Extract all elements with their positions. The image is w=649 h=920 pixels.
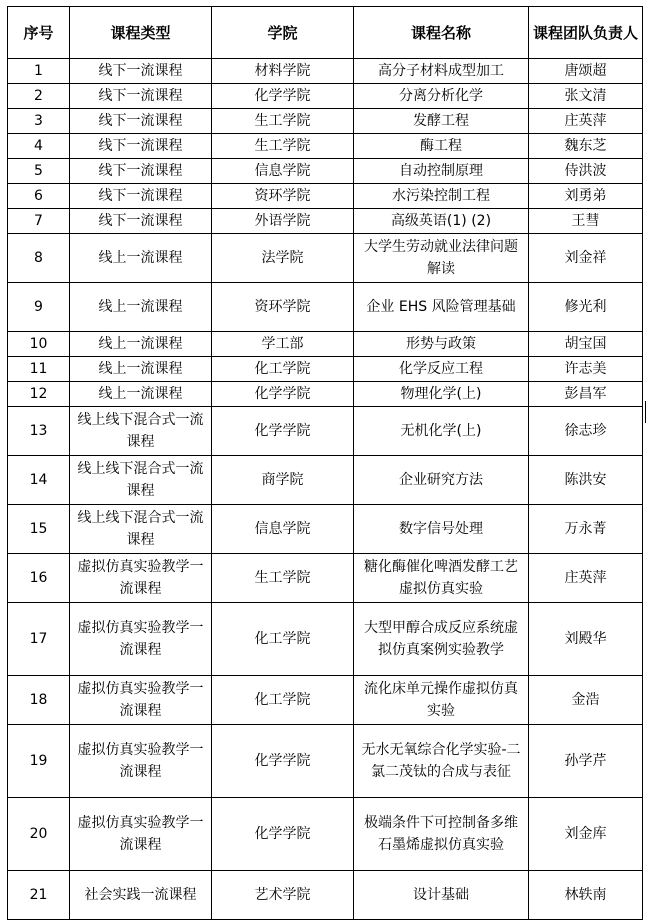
course-type: 线上线下混合式一流课程 (77, 461, 204, 499)
table-row (8, 332, 643, 357)
college-cell (212, 798, 354, 871)
table-row (8, 109, 643, 134)
college-cell (212, 456, 354, 505)
course-name-cell (354, 283, 529, 332)
table-row (8, 234, 643, 283)
course-name: 高分子材料成型加工 (378, 63, 504, 79)
college: 材料学院 (254, 63, 311, 79)
row-number: 6 (34, 188, 43, 204)
course-name: 酶工程 (420, 138, 462, 154)
course-name-cell (354, 382, 529, 407)
course-lead: 修光利 (564, 299, 607, 315)
course-type-cell (70, 332, 212, 357)
course-name-cell (354, 357, 529, 382)
college-cell (212, 159, 354, 184)
row-number: 4 (34, 138, 43, 154)
row-number-cell (8, 84, 70, 109)
course-lead-cell (529, 184, 643, 209)
course-lead-cell (529, 554, 643, 603)
course-name-cell (354, 505, 529, 554)
course-name-cell (354, 676, 529, 725)
course-lead: 王彗 (571, 213, 600, 229)
course-type-cell (70, 184, 212, 209)
course-name-cell (354, 407, 529, 456)
table-row (8, 554, 643, 603)
table-row (8, 84, 643, 109)
college: 艺术学院 (254, 887, 311, 903)
course-type-cell (70, 725, 212, 798)
course-name: 极端条件下可控制备多维石墨烯虚拟仿真实验 (364, 815, 518, 853)
course-type: 线下一流课程 (98, 163, 183, 179)
course-name-cell (354, 456, 529, 505)
row-number: 12 (29, 386, 48, 402)
course-lead: 魏东芝 (564, 138, 607, 154)
course-type-cell (70, 109, 212, 134)
table-row (8, 505, 643, 554)
course-lead: 张文清 (564, 88, 607, 104)
header-no: 序号 (8, 7, 70, 59)
row-number: 8 (34, 250, 43, 266)
course-lead: 庄英萍 (564, 113, 607, 129)
course-lead: 刘勇弟 (564, 188, 607, 204)
course-name-cell (354, 332, 529, 357)
college: 化学学院 (254, 826, 311, 842)
course-type: 线上一流课程 (98, 250, 183, 266)
course-type-cell (70, 603, 212, 676)
course-lead: 庄英萍 (564, 570, 607, 586)
row-number: 19 (29, 753, 48, 769)
row-number: 11 (29, 361, 48, 377)
course-type-cell (70, 676, 212, 725)
row-number-cell (8, 676, 70, 725)
table-row (8, 676, 643, 725)
row-number-cell (8, 234, 70, 283)
course-lead: 陈洪安 (564, 472, 607, 488)
row-number-cell (8, 209, 70, 234)
row-number-cell (8, 382, 70, 407)
college: 资环学院 (254, 299, 311, 315)
course-name: 设计基础 (413, 887, 469, 903)
table-row (8, 407, 643, 456)
course-type: 虚拟仿真实验教学一流课程 (77, 559, 204, 597)
course-lead: 侍洪波 (564, 163, 607, 179)
course-type-cell (70, 456, 212, 505)
course-lead-cell (529, 798, 643, 871)
course-lead: 金浩 (571, 692, 600, 708)
course-type-cell (70, 382, 212, 407)
header-college: 学院 (212, 7, 354, 59)
course-name-cell (354, 209, 529, 234)
margin-mark (645, 401, 646, 423)
course-lead-cell (529, 234, 643, 283)
college-cell (212, 407, 354, 456)
course-lead: 刘金祥 (564, 250, 607, 266)
row-number: 7 (34, 213, 43, 229)
course-type: 线下一流课程 (98, 88, 183, 104)
college: 生工学院 (254, 570, 311, 586)
header-lead: 课程团队负责人 (529, 7, 643, 59)
course-name: 数字信号处理 (399, 521, 483, 537)
header-course-name: 课程名称 (354, 7, 529, 59)
course-lead-cell (529, 59, 643, 84)
course-name: 无机化学(上) (400, 423, 482, 439)
course-lead-cell (529, 505, 643, 554)
college: 信息学院 (254, 163, 311, 179)
course-name-cell (354, 798, 529, 871)
course-name: 流化床单元操作虚拟仿真实验 (364, 681, 518, 719)
college: 外语学院 (254, 213, 311, 229)
table-body (8, 59, 643, 920)
college-cell (212, 382, 354, 407)
table-row (8, 59, 643, 84)
college-cell (212, 357, 354, 382)
course-type-cell (70, 505, 212, 554)
course-name-cell (354, 109, 529, 134)
course-type-cell (70, 59, 212, 84)
table-row (8, 159, 643, 184)
college-cell (212, 84, 354, 109)
course-type: 线上线下混合式一流课程 (77, 510, 204, 548)
course-type: 虚拟仿真实验教学一流课程 (77, 742, 204, 780)
course-type: 线上一流课程 (98, 361, 183, 377)
college: 学工部 (261, 336, 304, 352)
course-lead-cell (529, 456, 643, 505)
course-lead-cell (529, 84, 643, 109)
college-cell (212, 184, 354, 209)
college: 化学学院 (254, 386, 311, 402)
college-cell (212, 332, 354, 357)
course-name-cell (354, 59, 529, 84)
row-number: 1 (34, 63, 43, 79)
course-name-cell (354, 725, 529, 798)
college-cell (212, 209, 354, 234)
table-row (8, 725, 643, 798)
row-number-cell (8, 554, 70, 603)
college-cell (212, 676, 354, 725)
college-cell (212, 603, 354, 676)
table-row (8, 382, 643, 407)
table-row (8, 209, 643, 234)
course-lead: 胡宝国 (564, 336, 607, 352)
college: 化学学院 (254, 423, 311, 439)
course-lead-cell (529, 603, 643, 676)
course-type-cell (70, 407, 212, 456)
course-lead: 徐志珍 (564, 423, 607, 439)
college-cell (212, 283, 354, 332)
course-name: 化学反应工程 (399, 361, 483, 377)
course-name: 水污染控制工程 (392, 188, 490, 204)
table-row (8, 798, 643, 871)
college-cell (212, 234, 354, 283)
course-type-cell (70, 798, 212, 871)
course-type: 虚拟仿真实验教学一流课程 (77, 681, 204, 719)
course-lead: 刘殿华 (564, 631, 607, 647)
course-name: 自动控制原理 (399, 163, 483, 179)
row-number-cell (8, 283, 70, 332)
row-number: 17 (29, 631, 48, 647)
college: 化工学院 (254, 692, 311, 708)
course-lead-cell (529, 382, 643, 407)
course-lead: 许志美 (564, 361, 607, 377)
course-name-cell (354, 603, 529, 676)
course-type-cell (70, 357, 212, 382)
header-type: 课程类型 (70, 7, 212, 59)
course-name-cell (354, 184, 529, 209)
course-name: 糖化酶催化啤酒发酵工艺虚拟仿真实验 (364, 559, 518, 597)
course-name: 无水无氧综合化学实验-二氯二茂钛的合成与表征 (361, 742, 521, 780)
course-lead-cell (529, 209, 643, 234)
course-type-cell (70, 283, 212, 332)
course-name: 企业 EHS 风险管理基础 (366, 299, 516, 315)
course-lead-cell (529, 332, 643, 357)
course-name: 形势与政策 (406, 336, 476, 352)
course-name: 发酵工程 (413, 113, 469, 129)
header-row (8, 7, 643, 59)
course-type: 线下一流课程 (98, 113, 183, 129)
row-number-cell (8, 798, 70, 871)
row-number-cell (8, 159, 70, 184)
course-lead-cell (529, 109, 643, 134)
college-cell (212, 554, 354, 603)
row-number: 2 (34, 88, 43, 104)
row-number-cell (8, 357, 70, 382)
course-lead-cell (529, 871, 643, 920)
course-name-cell (354, 554, 529, 603)
course-name: 分离分析化学 (399, 88, 483, 104)
course-type: 社会实践一流课程 (84, 887, 197, 903)
course-lead: 林轶南 (564, 887, 607, 903)
college: 生工学院 (254, 138, 311, 154)
course-lead: 刘金库 (564, 826, 607, 842)
row-number-cell (8, 407, 70, 456)
course-lead-cell (529, 134, 643, 159)
course-name-cell (354, 134, 529, 159)
course-type-cell (70, 871, 212, 920)
course-lead-cell (529, 159, 643, 184)
course-name-cell (354, 84, 529, 109)
row-number: 18 (29, 692, 48, 708)
course-type-cell (70, 234, 212, 283)
row-number-cell (8, 725, 70, 798)
course-name: 企业研究方法 (399, 472, 483, 488)
row-number: 3 (34, 113, 43, 129)
course-type-cell (70, 554, 212, 603)
table-row (8, 134, 643, 159)
course-lead: 彭昌军 (564, 386, 607, 402)
course-lead: 万永菁 (564, 521, 607, 537)
row-number: 10 (29, 336, 48, 352)
row-number-cell (8, 109, 70, 134)
course-lead-cell (529, 357, 643, 382)
table-row (8, 184, 643, 209)
row-number: 14 (29, 472, 48, 488)
college: 法学院 (261, 250, 304, 266)
course-type: 线下一流课程 (98, 138, 183, 154)
row-number-cell (8, 332, 70, 357)
row-number: 13 (29, 423, 48, 439)
course-type-cell (70, 134, 212, 159)
row-number-cell (8, 134, 70, 159)
course-type: 线下一流课程 (98, 188, 183, 204)
course-lead-cell (529, 725, 643, 798)
course-table (7, 6, 643, 920)
college: 化学学院 (254, 753, 311, 769)
college-cell (212, 109, 354, 134)
row-number-cell (8, 184, 70, 209)
course-type-cell (70, 159, 212, 184)
course-type: 虚拟仿真实验教学一流课程 (77, 815, 204, 853)
course-type-cell (70, 209, 212, 234)
college-cell (212, 134, 354, 159)
table-row (8, 456, 643, 505)
course-type: 线下一流课程 (98, 213, 183, 229)
college-cell (212, 59, 354, 84)
course-type: 线下一流课程 (98, 63, 183, 79)
row-number: 5 (34, 163, 43, 179)
course-name: 大学生劳动就业法律问题解读 (364, 239, 518, 277)
course-type: 线上线下混合式一流课程 (77, 412, 204, 450)
college: 生工学院 (254, 113, 311, 129)
row-number: 16 (29, 570, 48, 586)
row-number-cell (8, 59, 70, 84)
college: 化学学院 (254, 88, 311, 104)
course-lead-cell (529, 283, 643, 332)
course-name: 大型甲醇合成反应系统虚拟仿真案例实验教学 (364, 620, 518, 658)
row-number: 15 (29, 521, 48, 537)
college: 信息学院 (254, 521, 311, 537)
row-number: 9 (34, 299, 43, 315)
college: 资环学院 (254, 188, 311, 204)
course-lead-cell (529, 407, 643, 456)
row-number: 20 (29, 826, 48, 842)
row-number-cell (8, 603, 70, 676)
course-lead-cell (529, 676, 643, 725)
college: 化工学院 (254, 361, 311, 377)
table-row (8, 357, 643, 382)
college-cell (212, 505, 354, 554)
table-row (8, 871, 643, 920)
college-cell (212, 871, 354, 920)
course-type-cell (70, 84, 212, 109)
row-number-cell (8, 456, 70, 505)
course-type: 线上一流课程 (98, 386, 183, 402)
table-row (8, 283, 643, 332)
course-name-cell (354, 234, 529, 283)
course-type: 线上一流课程 (98, 336, 183, 352)
course-type: 线上一流课程 (98, 299, 183, 315)
college-cell (212, 725, 354, 798)
course-name: 物理化学(上) (400, 386, 482, 402)
row-number: 21 (29, 887, 48, 903)
course-type: 虚拟仿真实验教学一流课程 (77, 620, 204, 658)
course-name-cell (354, 871, 529, 920)
table-row (8, 603, 643, 676)
course-name-cell (354, 159, 529, 184)
course-lead: 唐颂超 (564, 63, 607, 79)
college: 化工学院 (254, 631, 311, 647)
row-number-cell (8, 505, 70, 554)
course-lead: 孙学芹 (564, 753, 607, 769)
course-name: 高级英语(1) (2) (390, 213, 492, 229)
college: 商学院 (261, 472, 304, 488)
row-number-cell (8, 871, 70, 920)
